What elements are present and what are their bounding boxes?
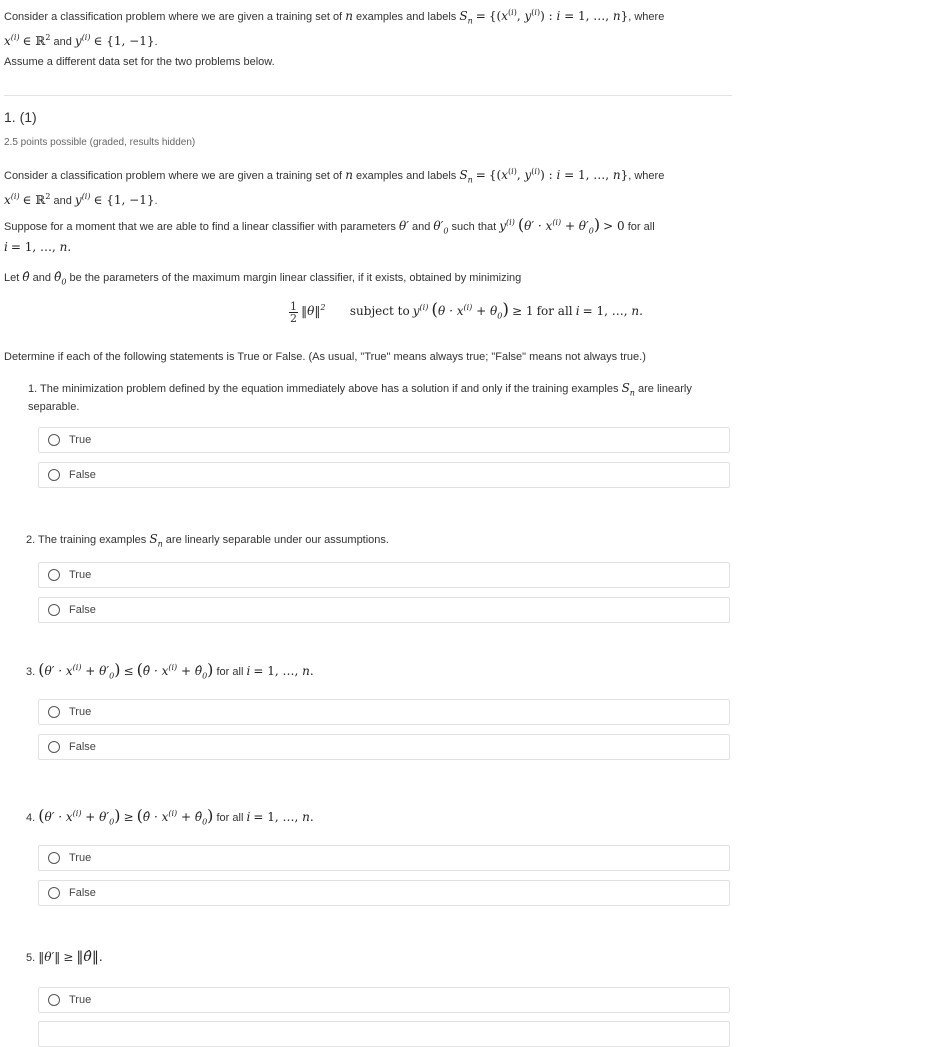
statement-1-option-true[interactable]: True <box>38 427 730 453</box>
radio-button[interactable] <box>48 741 60 753</box>
statement-3-option-true[interactable]: True <box>38 699 730 725</box>
radio-button[interactable] <box>48 569 60 581</box>
assume-note: Assume a different data set for the two problems below. <box>4 56 275 68</box>
radio-button[interactable] <box>48 469 60 481</box>
statement-2-option-false[interactable]: False <box>38 597 730 623</box>
question-title: 1. (1) <box>4 109 37 125</box>
statement-4: 4. $(\theta' \cdot x^{(i)} + \theta'_0)$ ≥ (θ̂ · $x^{(i)}$ + $\thetâ_0$) for all i = 1, …, n. <box>26 806 314 827</box>
radio-button[interactable] <box>48 604 60 616</box>
statement-3: 3. $(\theta' \cdot x^{(i)} + \theta'_0)$ ≤ (θ̂ · $x^{(i)}$ + $\thetâ_0$) for all i = 1, …, n. <box>26 660 314 681</box>
radio-button[interactable] <box>48 852 60 864</box>
statement-1-option-false[interactable]: False <box>38 462 730 488</box>
intro-paragraph: Consider a classification problem where we are given a training set of n examples and labels $S_n = \{(x^{(i)}$, $y^{(i)}$) : i = 1, …, n}, where $x^{(i)}$ ∈ ℝ$^2$ and $y^{(i)}$ ∈ {1, −1}. <box>4 8 665 49</box>
optimization-equation: $\frac{1}{2}$ ‖θ‖$^2$ subject to $y^{(i)}$ $(\theta \cdot x^{(i)} + \theta_0) \ge 1$ for all i = 1, …, n. <box>290 299 643 325</box>
instructions: Determine if each of the following statements is True or False. (As usual, "True" means always true; "False" means not always true.) <box>4 351 646 363</box>
max-margin-intro: Let θ̂ and $\thetâ_0$ be the parameters of the maximum margin linear classifier, if it exists, obtained by minimizing <box>4 270 522 287</box>
statement-2-option-true[interactable]: True <box>38 562 730 588</box>
statement-5-option-false-partial[interactable] <box>38 1021 730 1047</box>
statement-5-option-true[interactable]: True <box>38 987 730 1013</box>
problem-setup: Consider a classification problem where we are given a training set of n examples and labels $S_n = \{(x^{(i)}$, $y^{(i)}$) : i = 1, …, n}, where $x^{(i)}$ ∈ ℝ$^2$ and $y^{(i)}$ ∈ {1, −1}. <box>4 167 665 208</box>
statement-5: 5. ‖θ′‖ ≥ ‖θ̂‖. <box>26 949 103 965</box>
statement-1: 1. The minimization problem defined by the equation immediately above has a solution if and only if the training examples $S_n$ are linearly separable. <box>28 381 692 414</box>
linear-classifier-assumption: Suppose for a moment that we are able to find a linear classifier with parameters θ′ and $\theta'_0$ such that $y^{(i)}$ $(\theta' \cdot x^{(i)} + \theta'_0) > 0$ for all i = 1, …, n. <box>4 215 655 255</box>
statement-3-option-false[interactable]: False <box>38 734 730 760</box>
radio-button[interactable] <box>48 434 60 446</box>
radio-button[interactable] <box>48 994 60 1006</box>
radio-button[interactable] <box>48 706 60 718</box>
statement-4-option-true[interactable]: True <box>38 845 730 871</box>
radio-button[interactable] <box>48 887 60 899</box>
statement-2: 2. The training examples $S_n$ are linearly separable under our assumptions. <box>26 532 389 549</box>
section-divider <box>4 95 732 96</box>
statement-4-option-false[interactable]: False <box>38 880 730 906</box>
points-possible: 2.5 points possible (graded, results hidden) <box>4 137 196 148</box>
